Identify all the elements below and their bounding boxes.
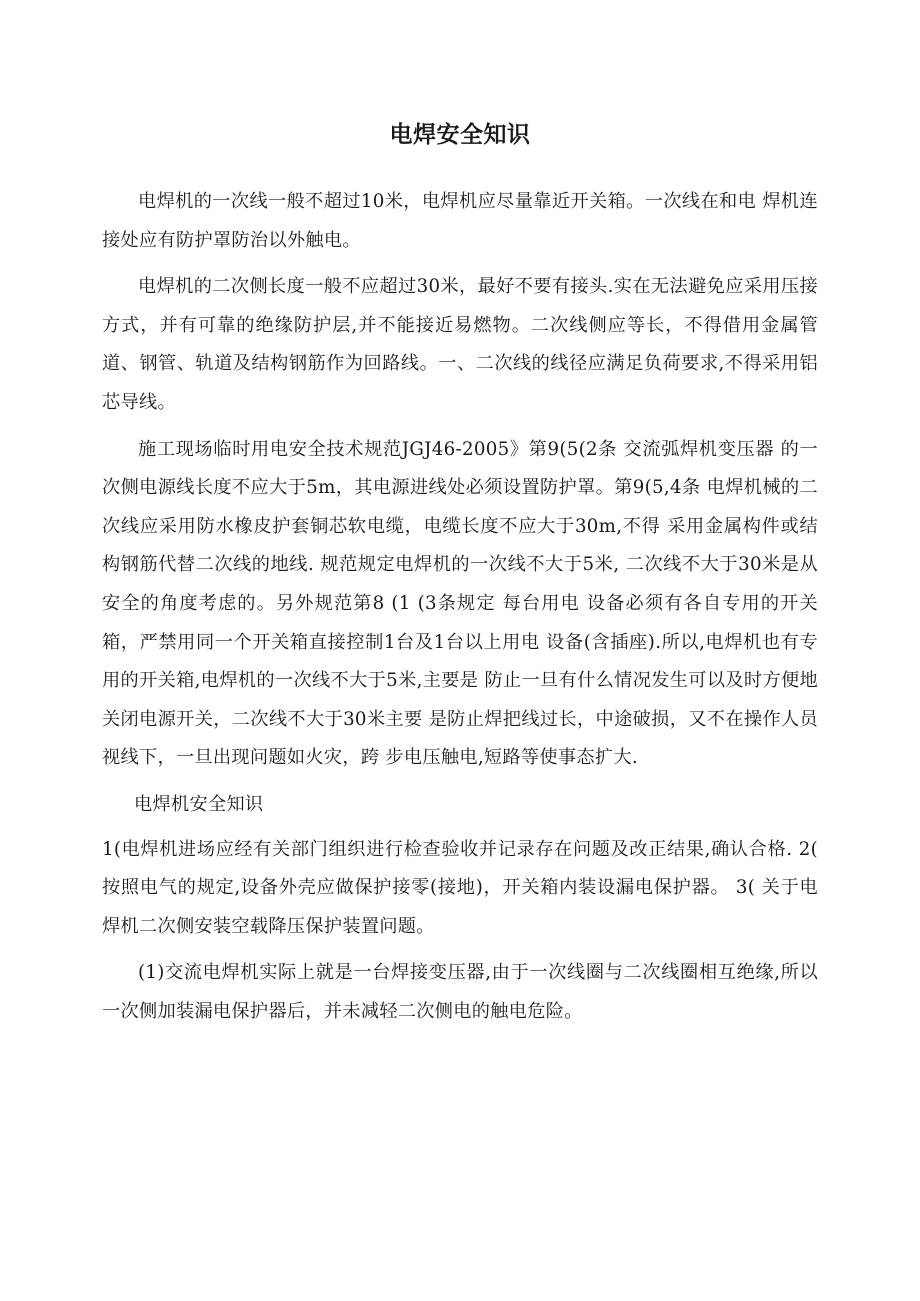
paragraph-standard-jgj46: 施工现场临时用电安全技术规范JGJ46-2005》第9(5(2条 交流弧焊机变压器 的一次侧电源线长度不应大于5m，其电源进线处必须设置防护罩。第9(5,4条 电焊机械的二次线应采用防水橡皮护套铜芯软电缆，电缆长度不应大于30m,不得 采用金属构件或结构钢筋代替二次线的地线. 规范规定电焊机的一次线不大于5米, 二次线不大于30米是从安全的角度考虑的。另外规范第8 (1 (3条规定 每台用电 设备必须有各自专用的开关箱，严禁用同一个开关箱直接控制1台及1台以上用电 设备(含插座).所以,电焊机也有专用的开关箱,电焊机的一次线不大于5米,主要是 防止一旦有什么情况发生可以及时方便地关闭电源开关，二次线不大于30米主要 是防止焊把线过长，中途破损，又不在操作人员视线下，一旦出现问题如火灾，跨 步电压触电,短路等使事态扩大. [102, 438, 818, 769]
paragraph-secondary-line: 电焊机的二次侧长度一般不应超过30米，最好不要有接头.实在无法避免应采用压接方式，并有可靠的绝缘防护层,并不能接近易燃物。二次线侧应等长，不得借用金属管道、钢管、轨道及结构钢筋作为回路线。一、二次线的线径应满足负荷要求,不得采用铝芯导线。 [102, 276, 818, 413]
document-body [102, 183, 818, 1039]
paragraph-ac-welder: (1)交流电焊机实际上就是一台焊接变压器,由于一次线圈与二次线圈相互绝缘,所以一次侧加装漏电保护器后，并未减轻二次侧电的触电危险。 [102, 962, 818, 1022]
section-heading: 电焊机安全知识 [134, 793, 264, 815]
paragraph-primary-line: 电焊机的一次线一般不超过10米，电焊机应尽量靠近开关箱。一次线在和电 焊机连接处应有防护罩防治以外触电。 [102, 191, 818, 251]
document-title: 电焊安全知识 [389, 122, 531, 148]
paragraph-numbered-rules: 1(电焊机进场应经有关部门组织进行检查验收并记录存在问题及改正结果,确认合格. 2( 按照电气的规定,设备外壳应做保护接零(接地)，开关箱内装设漏电保护器。 3( 关于电焊机二次侧安装空载降压保护装置问题。 [102, 838, 818, 937]
